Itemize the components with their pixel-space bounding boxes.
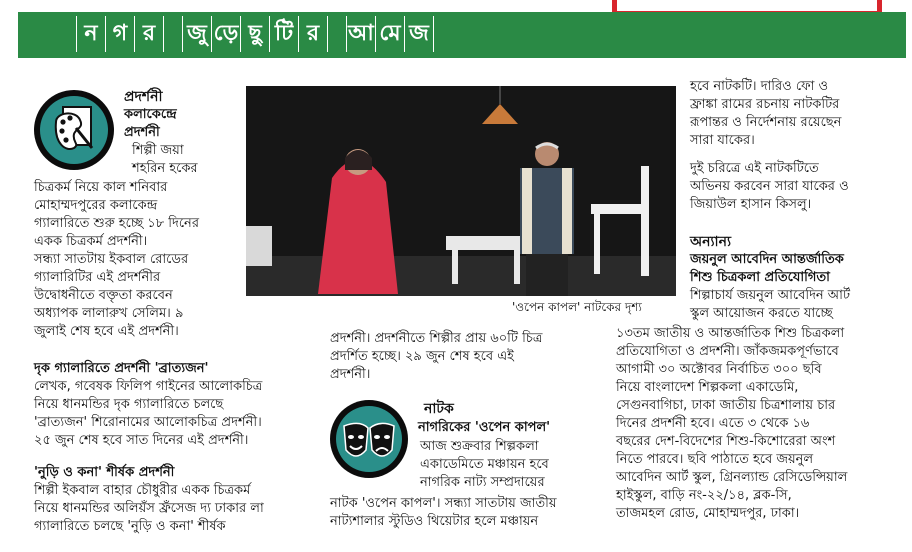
drama-line: নাটক 'ওপেন কাপল'। সন্ধ্যা সাতটায় জাতীয় <box>330 496 557 511</box>
header-letter: গ <box>105 16 134 52</box>
others-line: বছরের দেশ-বিদেশের শিশু-কিশোরেরা অংশ <box>616 434 836 449</box>
header-letter: র <box>298 16 327 52</box>
header-letter: ন <box>76 16 105 52</box>
drama-cont-line: রূপান্তর ও নির্দেশনায় রয়েছেন <box>690 115 842 130</box>
exhibition-cont-line: প্রদর্শিত হচ্ছে। ২৯ জুন শেষ হবে এই <box>330 349 514 364</box>
drama-line: নাট্যশালার স্টুডিও থিয়েটার হলে মঞ্চায়ন <box>330 514 539 529</box>
exhibition-line: জুলাই শেষ হবে এই প্রদর্শনী। <box>34 324 179 339</box>
others-heading: অন্যান্য <box>690 234 732 250</box>
exhibition-subheading: প্রদর্শনী <box>124 125 160 140</box>
exhibition-line: শহরিন হকের <box>132 161 198 176</box>
section-header <box>0 0 912 62</box>
exhibition-cont-line: প্রদর্শনী। প্রদর্শনীতে শিল্পীর প্রায় ৬০টি চিত্র <box>330 331 543 346</box>
header-letter-space <box>163 16 182 52</box>
exhibition-line: গ্যালারিতে শুরু হচ্ছে ১৮ দিনের <box>34 216 199 231</box>
others-line: শিল্পাচার্য জয়নুল আবেদিন আর্ট <box>690 288 851 303</box>
exhibition-line: একক চিত্রকর্ম প্রদর্শনী। <box>34 234 148 249</box>
others-line: প্রতিযোগিতা ও প্রদর্শনী। জাঁকজমকপূর্ণভাবে <box>616 344 839 359</box>
header-letter: ছু <box>240 16 269 52</box>
header-letter: টি <box>269 16 298 52</box>
drik-line: লেখক, গবেষক ফিলিপ গাইনের আলোকচিত্র <box>34 379 263 394</box>
nuri-heading: 'নুড়ি ও কনা' শীর্ষক প্রদর্শনী <box>34 465 175 480</box>
header-letter: র <box>134 16 163 52</box>
drama-cont-line: সারা যাকের। <box>690 133 755 148</box>
photo-caption: 'ওপেন কাপল' নাটকের দৃশ্য <box>512 300 642 314</box>
header-letter-space <box>327 16 346 52</box>
exhibition-cont-line: প্রদর্শনী। <box>330 367 371 382</box>
exhibition-line: সন্ধ্যা সাতটায় ইকবাল রোডের <box>34 252 189 267</box>
exhibition-line: অধ্যাপক লালারুখ সেলিম। ৯ <box>34 306 184 321</box>
drama-heading: নাটক <box>424 401 454 417</box>
header-title <box>76 16 434 54</box>
nuri-line: শিল্পী ইকবাল বাহার চৌধুরীর একক চিত্রকর্ম <box>34 483 251 498</box>
drama-cont-line: অভিনয় করবেন সারা যাকের ও <box>690 179 849 194</box>
others-line: তাজমহল রোড, মোহাম্মদপুর, ঢাকা। <box>616 506 800 521</box>
others-line: হাইস্কুল, বাড়ি নং-২২/১৪, ব্লক-সি, <box>616 488 792 503</box>
exhibition-line: গ্যালারিটির এই প্রদর্শনীর <box>34 270 161 285</box>
exhibition-line: চিত্রকর্ম নিয়ে কাল শনিবার <box>34 180 168 195</box>
drik-line: ২৫ জুন শেষ হবে সাত দিনের এই প্রদর্শনী। <box>34 433 249 448</box>
exhibition-line: উদ্বোধনীতে বক্তৃতা করবেন <box>34 288 173 303</box>
palette-icon <box>34 90 114 170</box>
exhibition-subheading: কলাকেন্দ্রে <box>124 107 177 122</box>
exhibition-line: মোহাম্মদপুরের কলাকেন্দ্র <box>34 198 158 213</box>
exhibition-line: শিল্পী জয়া <box>132 143 184 158</box>
theater-masks-icon <box>330 400 408 478</box>
others-line: সেগুনবাগিচা, ঢাকা জাতীয় চিত্রশালায় চার <box>616 398 836 413</box>
drama-line: নাগরিক নাট্য সম্প্রদায়ের <box>420 475 545 490</box>
others-line: আবেদিন আর্ট স্কুল, গ্রিনল্যান্ড রেসিডেন্সিয়াল <box>616 470 848 485</box>
others-subheading: শিশু চিত্রকলা প্রতিযোগিতা <box>690 270 830 285</box>
others-line: স্কুল আয়োজন করতে যাচ্ছে <box>690 306 833 321</box>
drik-line: 'ব্রাত্যজন' শিরোনামের আলোকচিত্র প্রদর্শনী। <box>34 415 262 430</box>
others-subheading: জয়নুল আবেদিন আন্তর্জাতিক <box>690 252 844 267</box>
exhibition-heading: প্রদর্শনী <box>124 89 163 105</box>
header-letter: আ <box>346 16 375 52</box>
nuri-line: গ্যালারিতে চলছে 'নুড়ি ও কনা' শীর্ষক <box>34 519 226 534</box>
drik-line: নিয়ে ধানমন্ডির দৃক গ্যালারিতে চলছে <box>34 397 224 412</box>
others-line: নিতে পারবে। ছবি পাঠাতে হবে জয়নুল <box>616 452 814 467</box>
drama-cont-line: ফ্রাঙ্কা রামের রচনায় নাটকটির <box>690 97 840 112</box>
others-line: আগামী ৩০ অক্টোবর নির্বাচিত ৩০০ ছবি <box>616 362 822 377</box>
drama-cont-line: দুই চরিত্রে এই নাটকটিতে <box>690 161 819 176</box>
others-line: নিয়ে বাংলাদেশ শিল্পকলা একাডেমি, <box>616 380 799 395</box>
play-scene-photo <box>246 86 676 296</box>
others-line: ১৩তম জাতীয় ও আন্তর্জাতিক শিশু চিত্রকলা <box>616 326 845 341</box>
header-letter: জ <box>404 16 434 52</box>
nuri-line: নিয়ে ধানমন্ডির অলিয়ঁস ফ্রঁসেজ দ্য ঢাকার লা <box>34 501 264 516</box>
drik-heading: দৃক গ্যালারিতে প্রদর্শনী 'ব্রাত্যজন' <box>34 361 209 376</box>
drama-cont-line: হবে নাটকটি। দারিও ফো ও <box>690 79 829 94</box>
header-letter: মে <box>375 16 404 52</box>
others-line: দিনের প্রদর্শনী হবে। এতে ৩ থেকে ১৬ <box>616 416 810 431</box>
header-letter: জু <box>182 16 211 52</box>
header-letter: ড়ে <box>211 16 240 52</box>
drama-cont-line: জিয়াউল হাসান কিসলু। <box>690 197 812 212</box>
drama-line: আজ শুক্রবার শিল্পকলা <box>420 439 539 454</box>
drama-subheading: নাগরিকের 'ওপেন কাপল' <box>418 420 551 435</box>
drama-line: একাডেমিতে মঞ্চায়ন হবে <box>420 457 549 472</box>
